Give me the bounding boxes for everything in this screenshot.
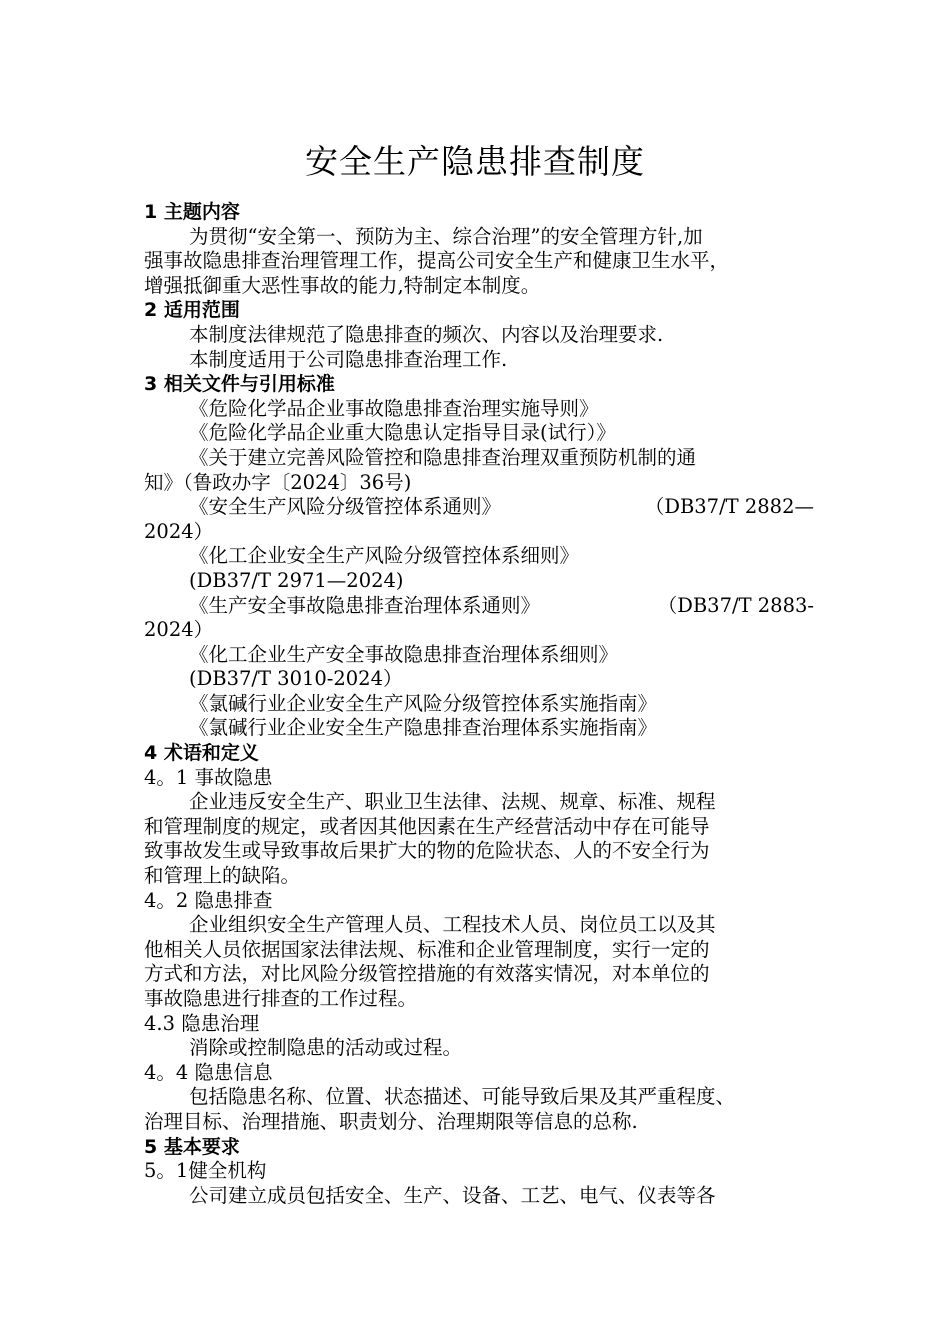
reference-item: 2024） (144, 519, 214, 543)
reference-item: 《化工企业生产安全事故隐患排查治理体系细则》 (189, 642, 619, 666)
section-heading-5: 5 基本要求 (144, 1135, 240, 1158)
document-body (144, 200, 814, 1208)
subsection-label: 5。1健全机构 (144, 1159, 267, 1183)
paragraph-line: 治理目标、治理措施、职责划分、治理期限等信息的总称. (144, 1109, 638, 1133)
paragraph-line: 消除或控制隐患的活动或过程。 (189, 1036, 463, 1060)
paragraph-line: 公司建立成员包括安全、生产、设备、工艺、电气、仪表等各 (189, 1183, 716, 1207)
reference-code: （DB37/T 2883- (657, 593, 814, 617)
paragraph-line: 企业组织安全生产管理人员、工程技术人员、岗位员工以及其 (189, 913, 716, 937)
paragraph-line: 企业违反安全生产、职业卫生法律、法规、规章、标准、规程 (189, 790, 716, 814)
term-label: 4。1 事故隐患 (144, 765, 273, 789)
reference-item (144, 495, 814, 520)
term-label: 4。2 隐患排查 (144, 888, 273, 912)
reference-title: 《安全生产风险分级管控体系通则》 (189, 495, 502, 519)
reference-item: 《危险化学品企业重大隐患认定指导目录(试行）》 (189, 421, 616, 445)
paragraph-line: 方式和方法，对比风险分级管控措施的有效落实情况，对本单位的 (144, 962, 710, 986)
reference-item: 《氯碱行业企业安全生产隐患排查治理体系实施指南》 (189, 716, 658, 740)
paragraph-line: 致事故发生或导致事故后果扩大的物的危险状态、人的不安全行为 (144, 839, 710, 863)
section-heading-1: 1 主题内容 (144, 201, 240, 223)
reference-item: 《关于建立完善风险管控和隐患排查治理双重预防机制的通 (189, 445, 697, 469)
paragraph-line: 强事故隐患排查治理管理工作，提高公司安全生产和健康卫生水平， (144, 249, 730, 273)
paragraph-line: 事故隐患进行排查的工作过程。 (144, 987, 418, 1010)
reference-code: （DB37/T 2882— (644, 495, 814, 519)
paragraph-line: 包括隐患名称、位置、状态描述、可能导致后果及其严重程度、 (189, 1085, 736, 1109)
paragraph-line: 本制度适用于公司隐患排查治理工作. (189, 347, 508, 371)
paragraph-line: 本制度法律规范了隐患排查的频次、内容以及治理要求. (189, 322, 664, 346)
reference-item: 《危险化学品企业事故隐患排查治理实施导则》 (189, 396, 599, 420)
section-heading-2: 2 适用范围 (144, 299, 240, 322)
paragraph-line: 和管理上的缺陷。 (144, 864, 301, 888)
reference-item: 《化工企业安全生产风险分级管控体系细则》 (189, 544, 580, 568)
term-label: 4.3 隐患治理 (144, 1011, 260, 1035)
section-heading-3: 3 相关文件与引用标准 (144, 373, 335, 396)
paragraph-line: 增强抵御重大恶性事故的能力,特制定本制度。 (144, 273, 541, 297)
paragraph-line: 他相关人员依据国家法律法规、标准和企业管理制度，实行一定的 (144, 937, 710, 961)
reference-item: (DB37/T 3010-2024） (189, 667, 403, 691)
term-label: 4。4 隐患信息 (144, 1060, 273, 1084)
reference-item: (DB37/T 2971—2024) (189, 568, 404, 592)
reference-item: 《氯碱行业企业安全生产风险分级管控体系实施指南》 (189, 691, 658, 715)
document-title: 安全生产隐患排查制度 (305, 142, 645, 181)
reference-item: 2024） (144, 618, 214, 642)
reference-item (144, 594, 814, 619)
section-heading-4: 4 术语和定义 (144, 742, 259, 765)
reference-item: 知》（鲁政办字〔2024〕36号) (144, 470, 412, 494)
reference-title: 《生产安全事故隐患排查治理体系通则》 (189, 593, 541, 617)
paragraph-line: 为贯彻“安全第一、预防为主、综合治理”的安全管理方针,加 (189, 224, 703, 248)
paragraph-line: 和管理制度的规定，或者因其他因素在生产经营活动中存在可能导 (144, 814, 710, 838)
